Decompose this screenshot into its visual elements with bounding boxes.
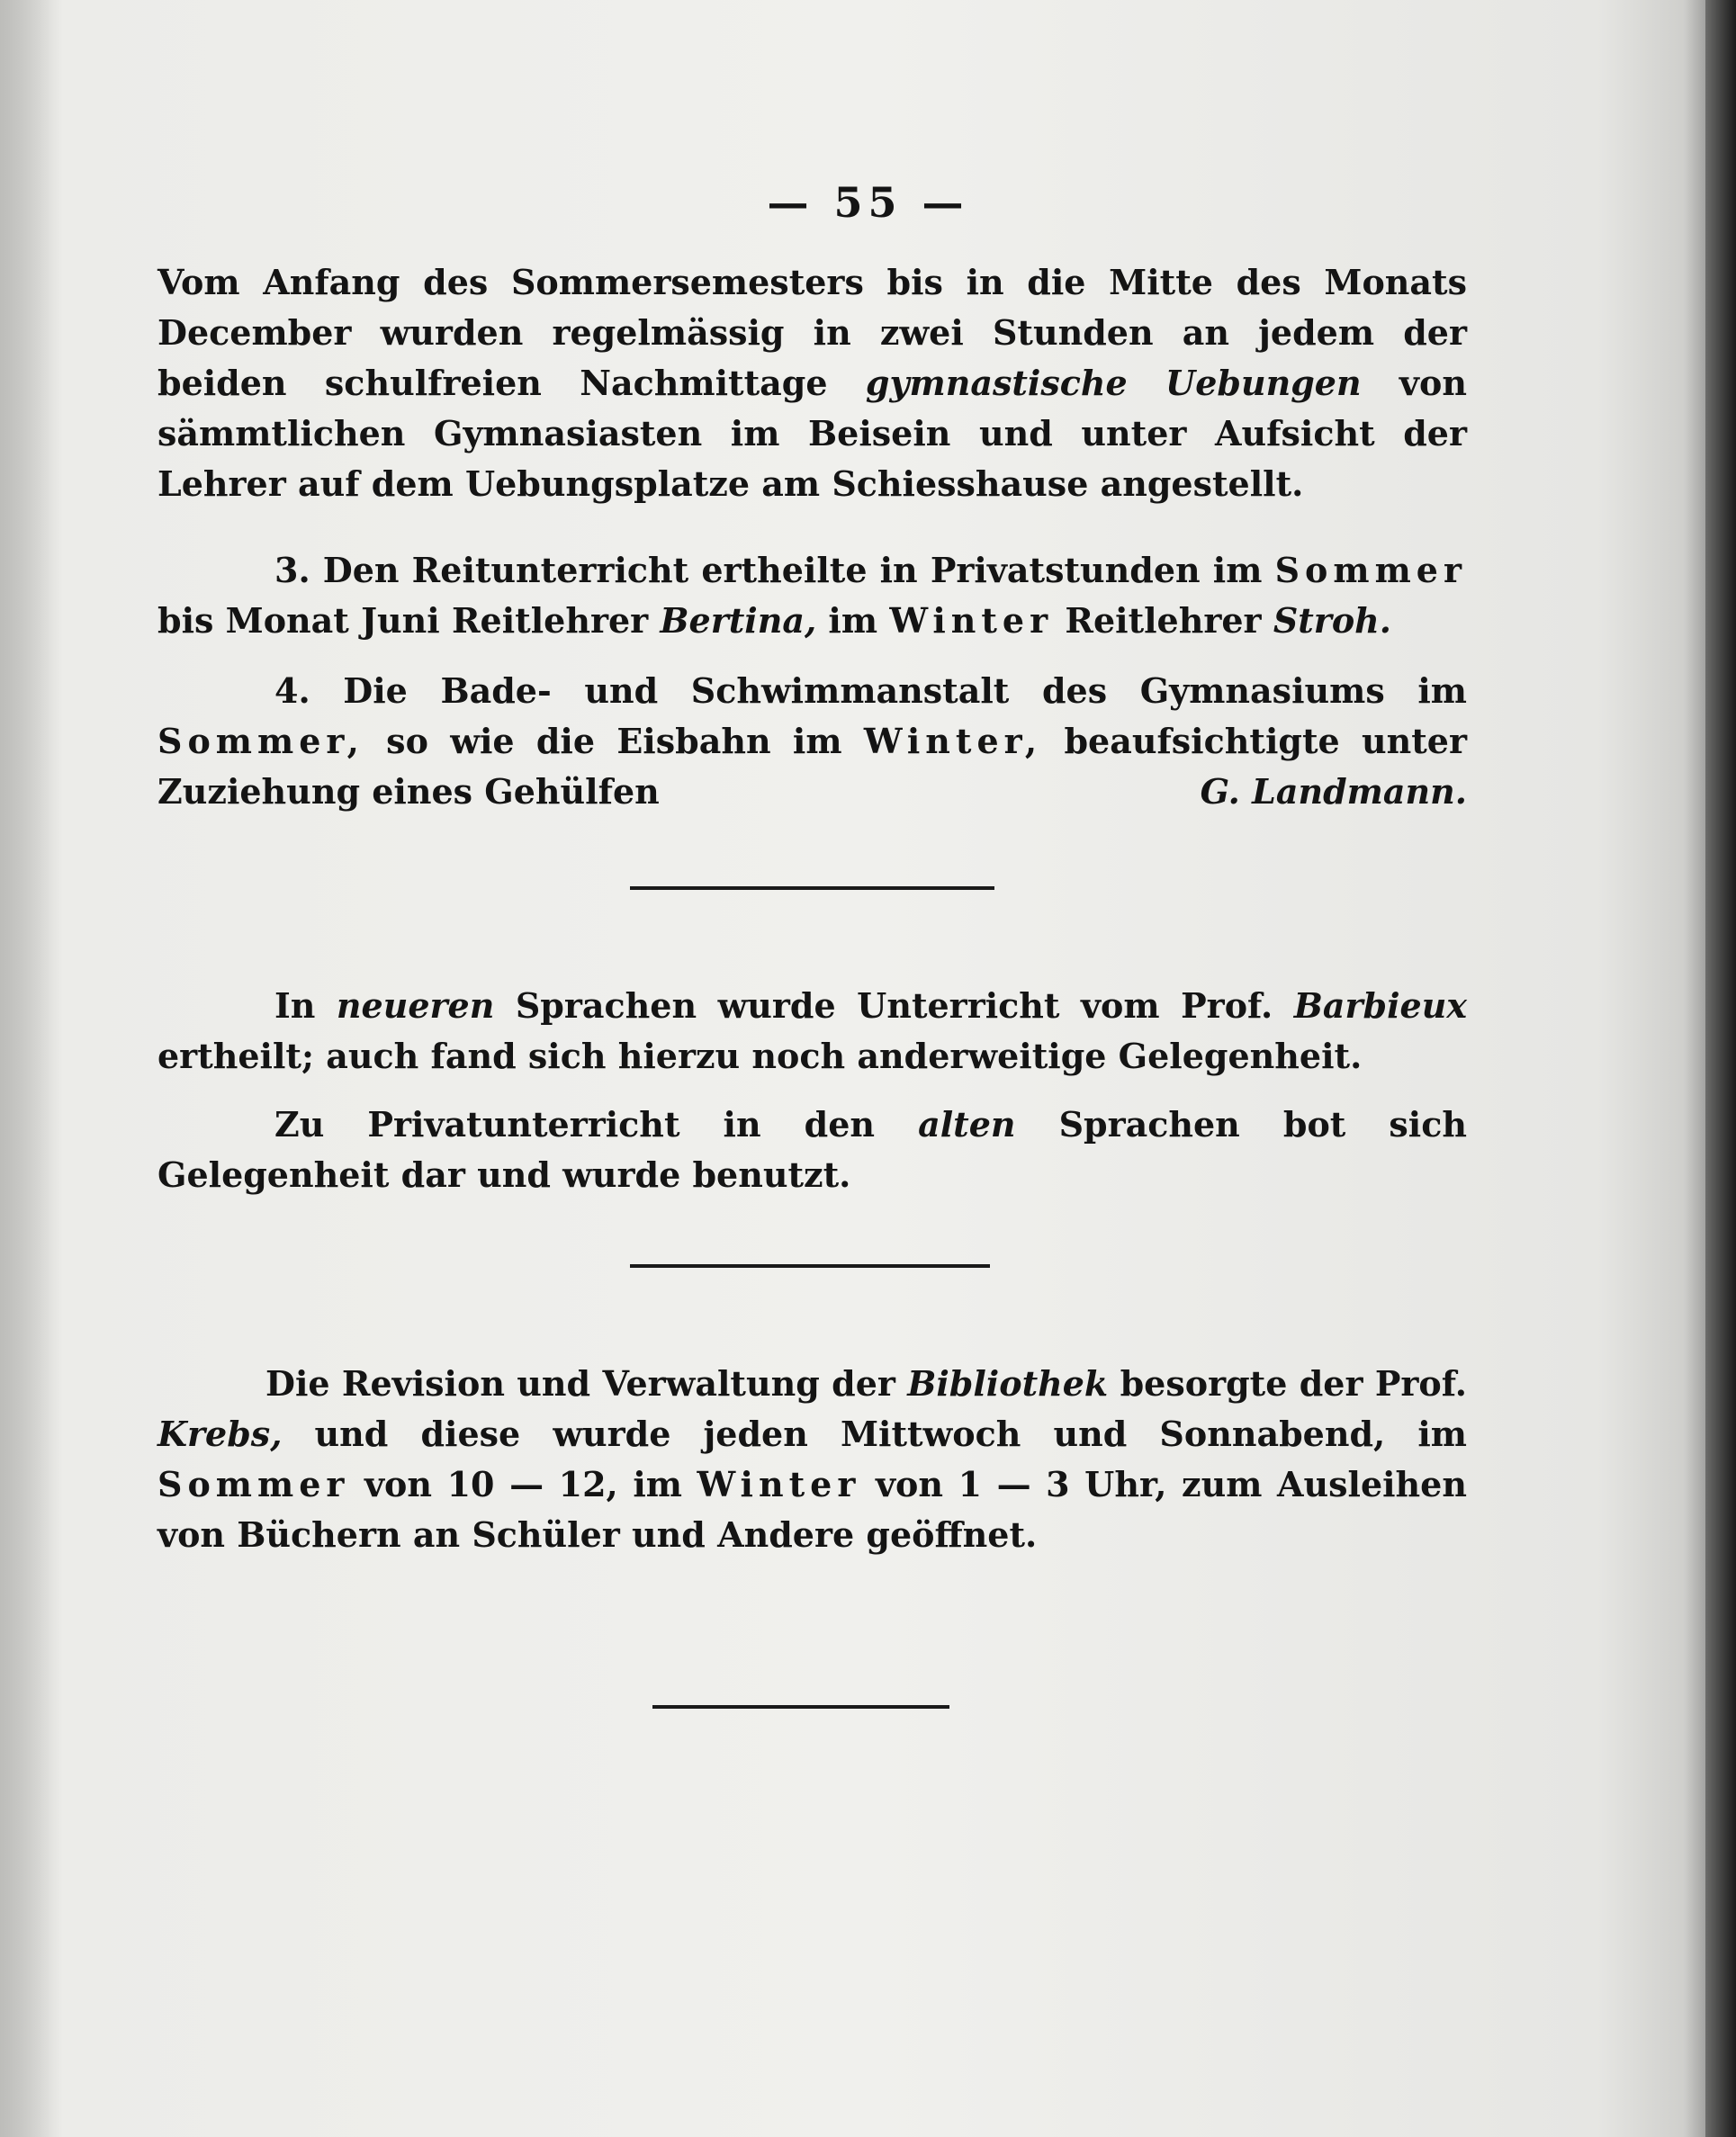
paragraph-modern-languages	[157, 981, 1467, 1082]
spaced-word: Winter	[889, 600, 1054, 641]
text: von 10 — 12, im	[349, 1464, 697, 1504]
italic-name: Barbieux	[1293, 985, 1467, 1026]
binding-gutter	[0, 0, 63, 2137]
text: von sämmtlichen Gymnasiasten im Beisein und unter Aufsicht der Lehrer auf dem Uebungsplatze am Schiesshause angestellt.	[157, 363, 1467, 504]
italic-term: Bibliothek	[907, 1363, 1109, 1404]
text: Die Revision und Verwaltung der	[265, 1363, 908, 1404]
italic-name: Bertina,	[660, 600, 817, 641]
text: Sprachen wurde Unterricht vom Prof.	[494, 985, 1294, 1026]
italic-name: Stroh.	[1273, 600, 1392, 641]
italic-term: gymnastische Uebungen	[865, 363, 1362, 403]
spaced-word: Winter	[697, 1464, 861, 1504]
text: ertheilt; auch fand sich hierzu noch anderweitige Gelegenheit.	[157, 1036, 1363, 1076]
text: Vom Anfang des Sommersemesters bis in die Mitte des Monats December wurden regelmässig in zwei Stunden an jedem der beiden schulfreien Nachmittage	[157, 262, 1467, 403]
paragraph-swimming	[157, 666, 1467, 817]
paragraph-gymnastics	[157, 257, 1467, 509]
page-number: — 55 —	[767, 178, 969, 227]
text: Sprachen bot sich Gelegenheit dar und wurde benutzt.	[157, 1104, 1467, 1195]
paragraph-ancient-languages	[157, 1100, 1467, 1200]
italic-term: alten	[918, 1104, 1016, 1145]
spaced-word: Sommer,	[157, 721, 364, 761]
text: Zu Privatunterricht in den	[274, 1104, 919, 1145]
text: und diese wurde jeden Mittwoch und Sonnabend, im	[282, 1414, 1467, 1454]
spaced-word: Sommer	[1274, 550, 1467, 590]
paragraph-riding	[157, 545, 1467, 646]
signature-name: G. Landmann.	[1200, 771, 1467, 812]
text: In	[274, 985, 337, 1026]
spaced-word: Sommer	[157, 1464, 350, 1504]
text: besorgte der Prof.	[1108, 1363, 1467, 1404]
italic-name: Krebs,	[157, 1414, 283, 1454]
text: von 1 — 3 Uhr, zum Ausleihen von Büchern an Schüler und Andere geöffnet.	[157, 1464, 1467, 1555]
text: im	[816, 600, 890, 641]
text: so wie die Eisbahn im	[364, 721, 864, 761]
section-divider	[630, 1264, 990, 1268]
paragraph-library	[157, 1359, 1467, 1560]
spaced-word: Winter,	[863, 721, 1043, 761]
page-edge-shadow	[1705, 0, 1736, 2137]
text: bis Monat Juni Reitlehrer	[157, 600, 661, 641]
text: beaufsichtigte unter Zuziehung eines Gehülfen	[157, 721, 1467, 812]
text: 3. Den Reitunterricht ertheilte in Privatstunden im	[274, 550, 1275, 590]
closing-divider	[652, 1705, 949, 1709]
italic-term: neueren	[336, 985, 495, 1026]
text: Reitlehrer	[1053, 600, 1273, 641]
text: 4. Die Bade- und Schwimmanstalt des Gymnasiums im	[274, 670, 1467, 711]
section-divider	[630, 886, 994, 890]
